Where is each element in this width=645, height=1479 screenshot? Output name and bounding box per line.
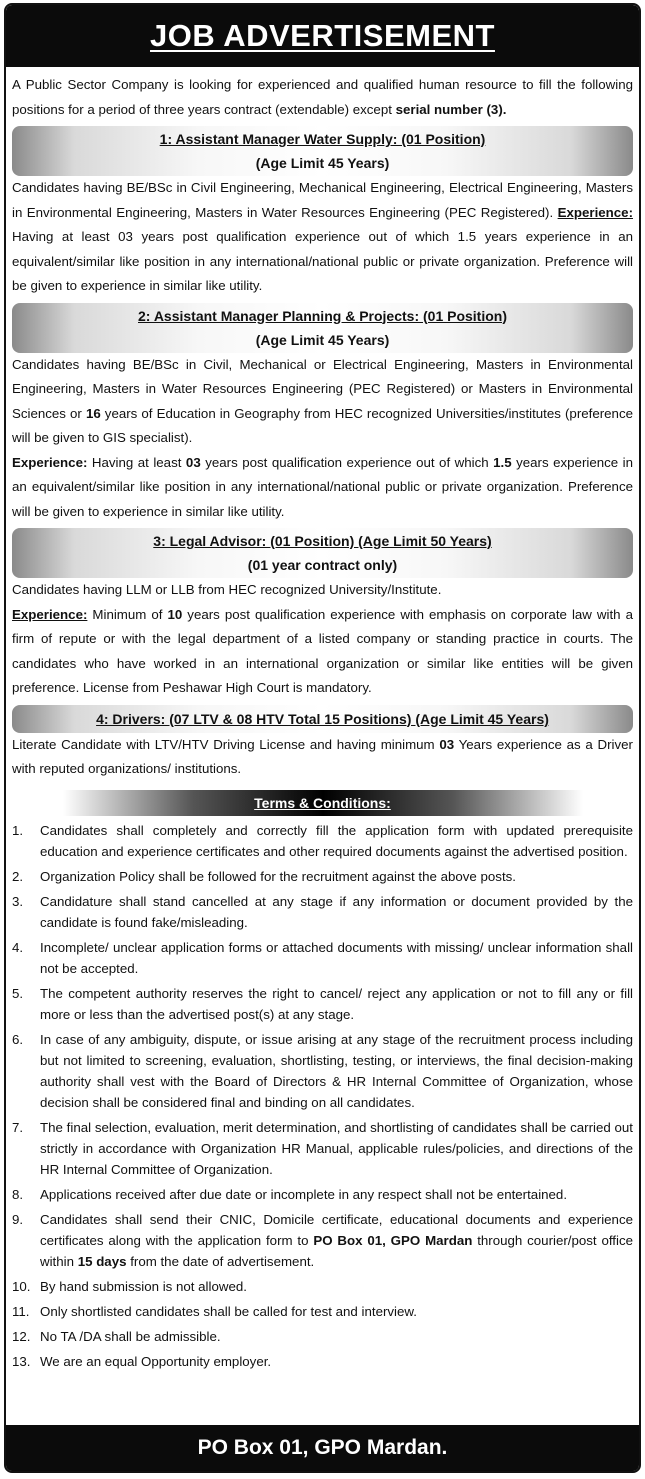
list-item — [12, 820, 633, 862]
list-item — [12, 1276, 633, 1297]
position-2-qualification-a: Candidates having BE/BSc in Civil, Mechanical or Electrical Engineering, Masters in Environmental Engineering, Masters in Water Resources Engineering (PEC Registered) or Masters in Environmental Sciences or — [12, 356, 633, 421]
list-item — [12, 1326, 633, 1347]
list-number: 6. — [12, 1031, 24, 1047]
position-2-experience-bold-1: 03 — [185, 454, 201, 470]
list-text: By hand submission is not allowed. — [40, 1278, 247, 1294]
position-4-description — [12, 733, 633, 782]
list-item — [12, 1209, 633, 1272]
list-number: 9. — [12, 1211, 24, 1227]
list-text: We are an equal Opportunity employer. — [40, 1353, 272, 1369]
terms-heading-bar — [63, 790, 583, 816]
list-text-c: from the date of advertisement. — [126, 1253, 315, 1269]
position-3-experience-label: Experience: — [12, 606, 88, 622]
list-number: 5. — [12, 985, 24, 1001]
list-text: In case of any ambiguity, dispute, or issue arising at any stage of the recruitment process including but not limited to screening, evaluation, shortlisting, testing, or interviews, the final decision-making authority shall vest with the Board of Directors & HR Internal Committee of Organization, whose decision shall be considered final and binding on all candidates. — [40, 1031, 633, 1110]
position-2-title: 2: Assistant Manager Planning & Projects: (01 Position) — [138, 307, 507, 324]
position-2-experience-c: years post qualification experience out of which — [200, 454, 494, 470]
list-number: 2. — [12, 868, 24, 884]
intro-text: A Public Sector Company is looking for experienced and qualified human resource to fill the following positions for a period of three years contract (extendable) except — [12, 77, 633, 117]
list-item — [12, 866, 633, 887]
position-4-text-a: Literate Candidate with LTV/HTV Driving License and having minimum — [12, 736, 440, 752]
list-item — [12, 891, 633, 933]
list-text — [40, 1209, 633, 1272]
list-item — [12, 1117, 633, 1180]
list-number: 1. — [12, 822, 24, 838]
list-number: 12. — [12, 1328, 31, 1344]
list-item — [12, 1301, 633, 1322]
position-3-subtitle: (01 year contract only) — [247, 557, 398, 573]
position-4-text-c: Years experience as a Driver with reputed organizations/ institutions. — [12, 736, 633, 776]
list-number: 11. — [12, 1303, 30, 1319]
position-3-experience — [12, 603, 633, 701]
list-item — [12, 1029, 633, 1113]
list-text-a: Candidates shall send their CNIC, Domicile certificate, educational documents and experience certificates along with the application form to — [40, 1211, 633, 1248]
position-3-experience-c: years post qualification experience with emphasis on corporate law with a firm of repute or with the legal department of a listed company or standing practice in courts. The candidates who have worked in an international organization or similar like entities will be given preference. License from Peshawar High Court is mandatory. — [12, 606, 633, 695]
list-number: 8. — [12, 1186, 24, 1202]
list-text: Incomplete/ unclear application forms or attached documents with missing/ unclear information shall not be accepted. — [40, 939, 633, 976]
position-1-title: 1: Assistant Manager Water Supply: (01 Position) — [159, 131, 486, 147]
address-bold: PO Box 01, GPO Mardan — [313, 1232, 473, 1248]
list-text: Organization Policy shall be followed for the recruitment against the above posts. — [40, 868, 516, 884]
content — [6, 73, 639, 1372]
footer-address: PO Box 01, GPO Mardan. — [197, 1436, 448, 1459]
list-number: 4. — [12, 939, 24, 955]
list-item — [12, 983, 633, 1025]
position-1-description — [12, 176, 633, 299]
position-2-experience-bold-2: 1.5 — [493, 454, 512, 470]
terms-list — [12, 820, 633, 1372]
position-2-experience-a: Having at least — [87, 454, 186, 470]
footer-banner — [6, 1425, 639, 1471]
list-item — [12, 1184, 633, 1205]
header-banner — [6, 5, 639, 67]
list-number: 3. — [12, 893, 24, 909]
position-2-qualification-bold: 16 — [85, 405, 101, 421]
position-3-header — [12, 528, 633, 578]
page-title: JOB ADVERTISEMENT — [150, 18, 495, 53]
list-number: 7. — [12, 1119, 24, 1135]
position-3-experience-bold: 10 — [167, 606, 183, 622]
list-text: The competent authority reserves the right to cancel/ reject any application or not to fill any or fill more or less than the advertised post(s) at any stage. — [40, 985, 633, 1022]
position-4-title: 4: Drivers: (07 LTV & 08 HTV Total 15 Positions) (Age Limit 45 Years) — [96, 710, 549, 727]
position-1-qualification: Candidates having BE/BSc in Civil Engineering, Mechanical Engineering, Electrical Engineering, Masters in Environmental Engineering, Masters in Water Resources Engineering (PEC Registered). — [12, 180, 633, 220]
position-3-experience-a: Minimum of — [87, 606, 168, 622]
deadline-bold: 15 days — [77, 1253, 127, 1269]
position-2-subtitle: (Age Limit 45 Years) — [255, 331, 390, 348]
list-text: No TA /DA shall be admissible. — [40, 1328, 221, 1344]
position-2-experience-d: years experience in an equivalent/similar like position in any international/national public or private organization. Preference will be given to experience in similar like utility. — [12, 454, 634, 519]
position-2-experience — [12, 451, 633, 525]
position-2-header — [12, 303, 633, 353]
terms-heading: Terms & Conditions: — [254, 794, 391, 811]
intro-bold: serial number (3). — [395, 101, 507, 117]
list-item — [12, 937, 633, 979]
position-1-subtitle: (Age Limit 45 Years) — [255, 155, 390, 171]
list-text: The final selection, evaluation, merit determination, and shortlisting of candidates shall be carried out strictly in accordance with Organization HR Manual, applicable rules/policies, and directions of the HR Internal Committee of Organization. — [40, 1119, 633, 1177]
list-text-b: through courier/post office within — [40, 1232, 633, 1269]
position-1-experience-text: Having at least 03 years post qualification experience out of which 1.5 years experience in an equivalent/similar like position in any international/national public or private organization. Preference will be given to experience in similar like utility. — [12, 229, 633, 293]
list-text: Candidates shall completely and correctly fill the application form with updated prerequisite education and experience certificates and other required documents against the advertised position. — [40, 822, 633, 859]
list-text: Candidature shall stand cancelled at any stage if any information or document provided by the candidate is found fake/misleading. — [40, 893, 633, 930]
position-2-qualification-b: years of Education in Geography from HEC recognized Universities/institutes (preference will be given to GIS specialist). — [12, 405, 633, 445]
list-number: 10. — [12, 1278, 31, 1294]
position-2-experience-label: Experience: — [12, 454, 88, 470]
position-4-bold: 03 — [439, 736, 455, 752]
position-4-header — [12, 705, 633, 733]
list-text: Applications received after due date or incomplete in any respect shall not be entertained. — [40, 1186, 568, 1202]
list-text: Only shortlisted candidates shall be called for test and interview. — [40, 1303, 417, 1319]
intro-paragraph — [12, 73, 633, 122]
position-2-qualification — [12, 353, 633, 451]
position-3-qualification: Candidates having LLM or LLB from HEC recognized University/Institute. — [12, 582, 442, 597]
position-1-header — [12, 126, 633, 176]
list-item — [12, 1351, 633, 1372]
position-1-experience-label: Experience: — [557, 204, 633, 220]
list-number: 13. — [12, 1353, 31, 1369]
advertisement-page — [4, 3, 641, 1473]
position-3-title: 3: Legal Advisor: (01 Position) (Age Limit 50 Years) — [153, 533, 492, 549]
